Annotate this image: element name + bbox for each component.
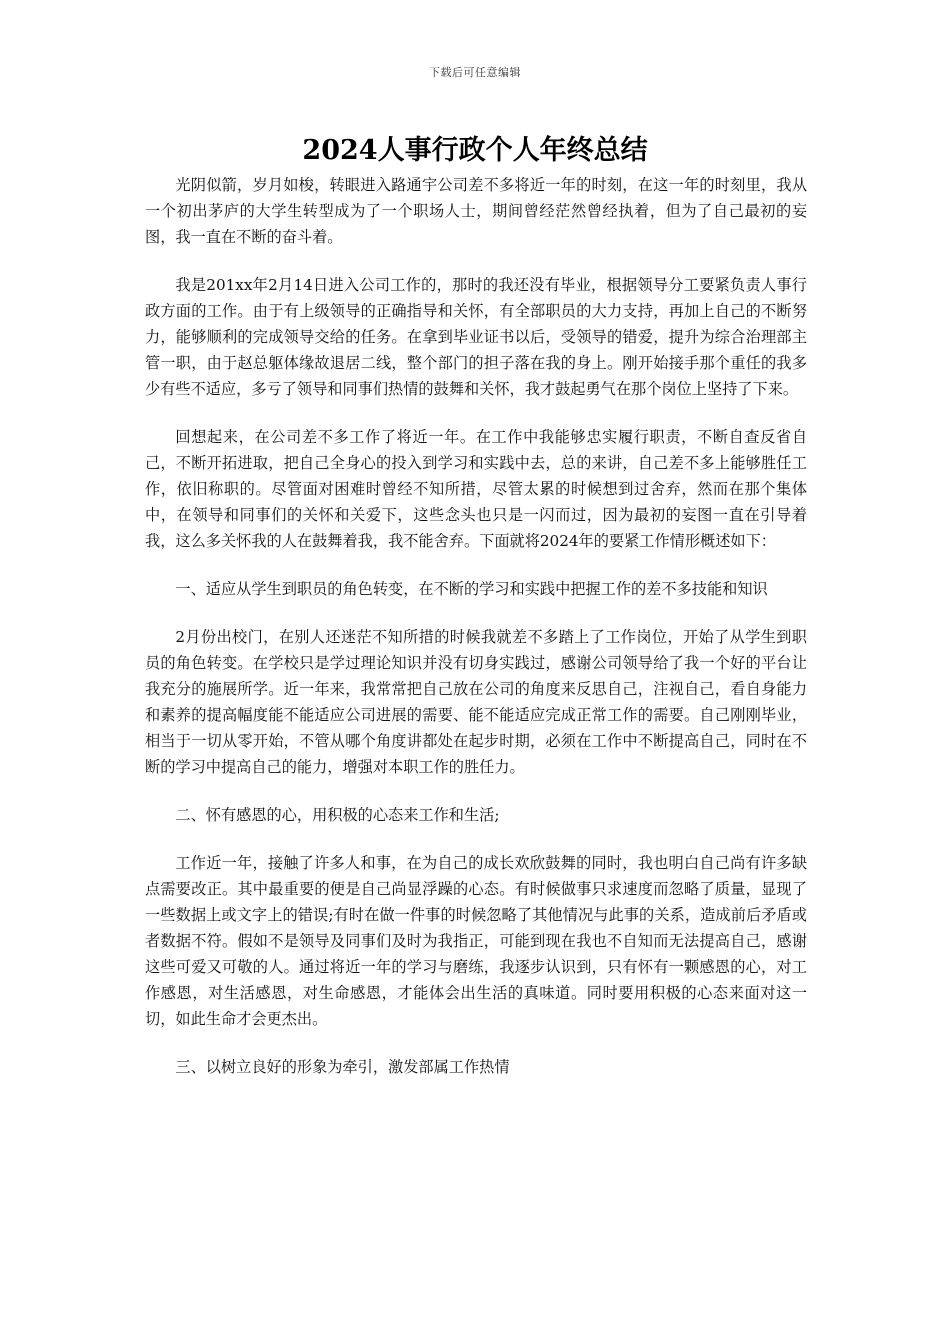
document-title: 2024人事行政个人年终总结 bbox=[302, 135, 648, 166]
document-body bbox=[145, 172, 807, 1102]
section-heading-1: 一、适应从学生到职员的角色转变，在不断的学习和实践中把握工作的差不多技能和知识 bbox=[175, 580, 768, 598]
section-heading-2: 二、怀有感恩的心，用积极的心态来工作和生活; bbox=[175, 806, 500, 824]
paragraph-section-2: 工作近一年，接触了许多人和事，在为自己的成长欢欣鼓舞的同时，我也明白自己尚有许多缺点需要改正。其中最重要的便是自己尚显浮躁的心态。有时候做事只求速度而忽略了质量，显现了一些数据上或文字上的错误;有时在做一件事的时候忽略了其他情况与此事的关系，造成前后矛盾或者数据不符。假如不是领导及同事们及时为我指正，可能到现在我也不自知而无法提高自己，感谢这些可爱又可敬的人。通过将近一年的学习与磨练，我逐步认识到，只有怀有一颗感恩的心，对工作感恩，对生活感恩，对生命感恩，才能体会出生活的真味道。同时要用积极的心态来面对这一切，如此生命才会更杰出。 bbox=[145, 854, 807, 1028]
paragraph-review: 回想起来，在公司差不多工作了将近一年。在工作中我能够忠实履行职责，不断自查反省自己，不断开拓进取，把自己全身心的投入到学习和实践中去，总的来讲，自己差不多上能够胜任工作，依旧称职的。尽管面对困难时曾经不知所措，尽管太累的时候想到过舍弃，然而在那个集体中，在领导和同事们的关怀和关爱下，这些念头也只是一闪而过，因为最初的妄图一直在引导着我，这么多关怀我的人在鼓舞着我，我不能舍弃。下面就将2024年的要紧工作情形概述如下： bbox=[145, 428, 807, 550]
paragraph-section-1: 2月份出校门，在别人还迷茫不知所措的时候我就差不多踏上了工作岗位，开始了从学生到职员的角色转变。在学校只是学过理论知识并没有切身实践过，感谢公司领导给了我一个好的平台让我充分的施展所学。近一年来，我常常把自己放在公司的角度来反思自己，注视自己，看自身能力和素养的提高幅度能不能适应公司进展的需要、能不能适应完成正常工作的需要。自己刚刚毕业，相当于一切从零开始，不管从哪个角度讲都处在起步时期，必须在工作中不断提高自己，同时在不断的学习中提高自己的能力，增强对本职工作的胜任力。 bbox=[145, 628, 807, 776]
paragraph-background: 我是201xx年2月14日进入公司工作的，那时的我还没有毕业，根据领导分工要紧负责人事行政方面的工作。由于有上级领导的正确指导和关怀，有全部职员的大力支持，再加上自己的不断努力，能够顺利的完成领导交给的任务。在拿到毕业证书以后，受领导的错爱，提升为综合治理部主管一职，由于赵总躯体缘故退居二线，整个部门的担子落在我的身上。刚开始接手那个重任的我多少有些不适应，多亏了领导和同事们热情的鼓舞和关怀，我才鼓起勇气在那个岗位上坚持了下来。 bbox=[145, 276, 807, 398]
paragraph-intro: 光阴似箭，岁月如梭，转眼进入路通宇公司差不多将近一年的时刻，在这一年的时刻里，我从一个初出茅庐的大学生转型成为了一个职场人士，期间曾经茫然曾经执着，但为了自己最初的妄图，我一直在不断的奋斗着。 bbox=[145, 176, 807, 246]
page-header-note: 下载后可任意编辑 bbox=[429, 66, 521, 79]
section-heading-3: 三、以树立良好的形象为牵引，激发部属工作热情 bbox=[175, 1058, 510, 1076]
